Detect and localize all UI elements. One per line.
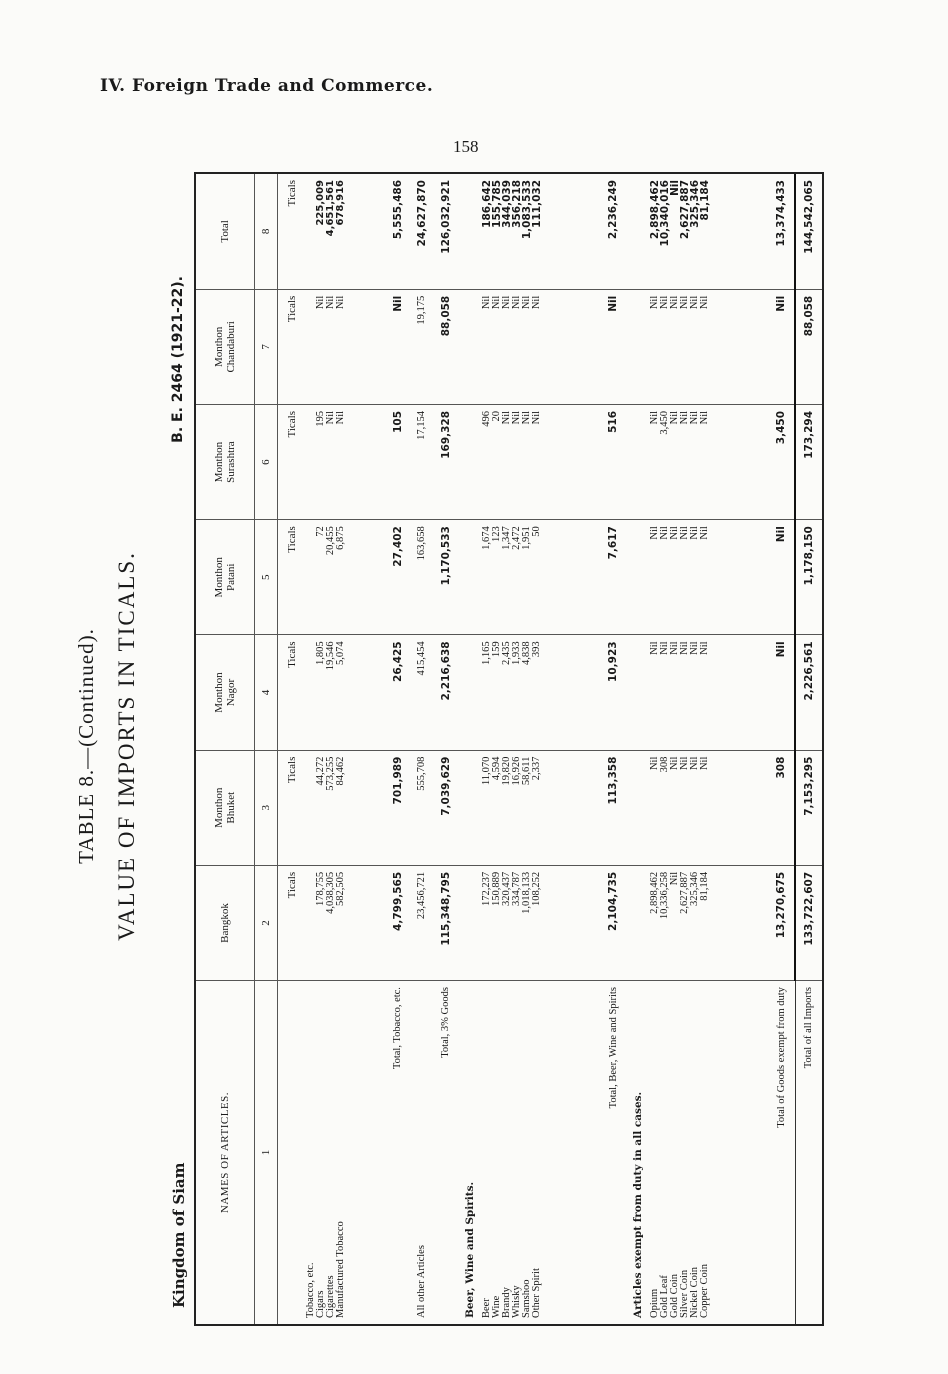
unit-label: Ticals xyxy=(278,520,307,635)
item-name: Gold Coin xyxy=(668,1273,680,1318)
item-name: Gold Leaf xyxy=(658,1275,670,1318)
cell-value: 2,627,887 xyxy=(678,180,691,240)
cell-value: Nil xyxy=(678,526,690,540)
chandaburi-values xyxy=(650,289,768,404)
unit-label: Ticals xyxy=(278,865,307,980)
cell-value: 58,611 xyxy=(521,756,533,786)
cell-value: 325,346 xyxy=(688,871,700,906)
cell-value: Nil xyxy=(678,641,690,655)
nagor-values xyxy=(482,635,600,750)
cell-value: 133,722,607 xyxy=(795,865,822,980)
cell-value: 84,462 xyxy=(335,756,346,786)
nagor-values xyxy=(650,635,768,750)
cell-value: Nil xyxy=(768,289,795,404)
bangkok-values xyxy=(650,865,768,980)
cell-value: 186,642 xyxy=(481,180,494,228)
imports-table-frame xyxy=(194,172,824,1326)
cell-value: 1,165 xyxy=(481,641,493,666)
cell-value: 123 xyxy=(491,526,503,542)
unit-label: Ticals xyxy=(278,404,307,519)
cell-value: Nil xyxy=(511,410,523,425)
cell-value: Nil xyxy=(688,641,700,655)
cell-value: Nil xyxy=(688,526,700,540)
cell-value: 2,435 xyxy=(501,641,513,666)
cell-value: 17,154 xyxy=(411,404,433,519)
cell-value: Nil xyxy=(648,526,660,540)
cell-value: 50 xyxy=(531,526,543,537)
cell-value: 13,374,433 xyxy=(768,174,795,289)
item-name: Cigarettes xyxy=(325,1275,336,1318)
cell-value: 2,898,462 xyxy=(648,871,660,914)
surashtra-values xyxy=(482,404,600,519)
column-header: NAMES OF ARTICLES. xyxy=(196,981,255,1324)
total-row xyxy=(385,174,411,1324)
exempt-names xyxy=(650,981,768,1324)
unit-label: Ticals xyxy=(278,174,307,289)
cell-value: 105 xyxy=(385,404,411,519)
cell-value: Nil xyxy=(501,410,513,425)
cell-value: Nil xyxy=(521,295,533,310)
column-index: 5 xyxy=(255,520,278,635)
cell-value: Nil xyxy=(668,871,680,886)
column-index: 2 xyxy=(255,865,278,980)
cell-value: 19,546 xyxy=(325,641,336,671)
cell-value: 225,009 xyxy=(315,180,326,226)
cell-value: 4,799,565 xyxy=(385,865,411,980)
cell-value: Nil xyxy=(698,410,710,425)
patani-values xyxy=(306,520,385,635)
cell-value: Nil xyxy=(491,295,503,310)
cell-value: Nil xyxy=(678,410,690,425)
cell-value: 334,787 xyxy=(511,871,523,906)
column-index: 8 xyxy=(255,174,278,289)
cell-value: Nil xyxy=(315,295,326,310)
cell-value: 4,651,561 xyxy=(325,180,336,237)
cell-value: 344,039 xyxy=(501,180,514,228)
patani-values xyxy=(650,520,768,635)
cell-value: Nil xyxy=(648,641,660,655)
column-index: 3 xyxy=(255,750,278,865)
header-row xyxy=(196,174,255,1324)
cell-value: 3,450 xyxy=(658,410,670,435)
cell-value: 7,153,295 xyxy=(795,750,822,865)
cell-value: 1,170,533 xyxy=(433,520,459,635)
cell-value: 3,450 xyxy=(768,404,795,519)
cell-value: 20 xyxy=(491,410,503,422)
grand-total-row xyxy=(795,174,822,1324)
bangkok-values xyxy=(306,865,385,980)
cell-value: Nil xyxy=(325,410,336,425)
column-header: Monthon Chandaburi xyxy=(196,289,255,404)
cell-value: 88,058 xyxy=(433,289,459,404)
cell-value: Nil xyxy=(668,641,680,655)
cell-value: 10,340,016 xyxy=(658,180,671,247)
item-name: Other Spirit xyxy=(531,1268,543,1318)
total-label: Total, 3% Goods xyxy=(440,987,452,1058)
cell-value: 24,627,870 xyxy=(411,174,433,289)
rotated-table-sheet xyxy=(74,166,854,1326)
surashtra-values xyxy=(650,404,768,519)
patani-values xyxy=(482,520,600,635)
cell-value: 415,454 xyxy=(411,635,433,750)
cell-value: Nil xyxy=(648,410,660,425)
cell-value: Nil xyxy=(668,410,680,425)
cell-value: 178,755 xyxy=(315,871,326,906)
cell-value: 1,951 xyxy=(521,526,533,550)
imports-table xyxy=(196,174,822,1324)
page-number: 158 xyxy=(453,137,479,156)
cell-value: 10,336,258 xyxy=(658,871,670,920)
cell-value: 150,889 xyxy=(491,871,503,906)
cell-value: 308 xyxy=(768,750,795,865)
cell-value: 144,542,065 xyxy=(795,174,822,289)
item-name: Samshoo xyxy=(521,1279,533,1318)
cell-value: 5,074 xyxy=(335,641,346,666)
column-header: Total xyxy=(196,174,255,289)
cell-value: 115,348,795 xyxy=(433,865,459,980)
cell-value: Nil xyxy=(668,180,681,196)
cell-value: 172,237 xyxy=(481,871,493,906)
section-heading: IV. Foreign Trade and Commerce. xyxy=(100,76,434,96)
cell-value: 356,218 xyxy=(511,180,524,228)
exempt-block xyxy=(650,174,768,1324)
category-heading-row xyxy=(459,174,483,1324)
total-label: Total, Tobacco, etc. xyxy=(392,987,404,1070)
cell-value: 320,437 xyxy=(501,871,513,906)
cell-value: 573,255 xyxy=(325,756,336,791)
total-label: Total, Beer, Wine and Spirits xyxy=(607,987,619,1109)
cell-value: Nil xyxy=(335,295,346,310)
total-values xyxy=(306,174,385,289)
total-row xyxy=(433,174,459,1324)
cell-value: 173,294 xyxy=(795,404,822,519)
cell-value: 113,358 xyxy=(600,750,626,865)
cell-value: 2,226,561 xyxy=(795,635,822,750)
cell-value: 26,425 xyxy=(385,635,411,750)
cell-value: Nil xyxy=(658,641,670,655)
unit-label: Ticals xyxy=(278,289,307,404)
cell-value: 6,875 xyxy=(335,526,346,550)
cell-value: Nil xyxy=(698,526,710,540)
cell-value: 2,216,638 xyxy=(433,635,459,750)
total-label: Total of Goods exempt from duty xyxy=(775,987,787,1128)
total-row xyxy=(600,174,626,1324)
unit-label: Ticals xyxy=(278,750,307,865)
total-values xyxy=(650,174,768,289)
cell-value: Nil xyxy=(325,295,336,310)
cell-value: 7,039,629 xyxy=(433,750,459,865)
column-header: Monthon Surashtra xyxy=(196,404,255,519)
cell-value: 308 xyxy=(658,756,670,773)
item-name: Brandy xyxy=(501,1287,513,1318)
item-name: Copper Coin xyxy=(698,1264,710,1318)
cell-value xyxy=(306,296,316,398)
nagor-values xyxy=(306,635,385,750)
cell-value: 88,058 xyxy=(795,289,822,404)
item-name: Silver Coin xyxy=(678,1269,690,1318)
cell-value: 1,674 xyxy=(481,526,493,550)
cell-value: 4,594 xyxy=(491,756,503,781)
cell-value: 1,018,133 xyxy=(521,871,533,914)
cell-value: 108,252 xyxy=(531,871,543,906)
total-row xyxy=(768,174,795,1324)
column-index-row xyxy=(255,174,278,1324)
cell-value: Nil xyxy=(658,526,670,540)
cell-value: 1,933 xyxy=(511,641,523,666)
cell-value: Nil xyxy=(688,295,700,310)
cell-value: 19,820 xyxy=(501,756,513,786)
item-name: Beer xyxy=(481,1298,493,1318)
bangkok-values xyxy=(482,865,600,980)
table-subtitle: VALUE OF IMPORTS IN TICALS. xyxy=(114,551,139,941)
cell-value: Nil xyxy=(668,295,680,310)
cell-value: Nil xyxy=(385,289,411,404)
cell-value: Nil xyxy=(648,756,660,771)
item-name: All other Articles xyxy=(416,1245,428,1318)
category-heading: Beer, Wine and Spirits. xyxy=(464,1181,477,1318)
cell-value: Nil xyxy=(768,635,795,750)
cell-value: Nil xyxy=(658,295,670,310)
cell-value: 2,104,735 xyxy=(600,865,626,980)
cell-value: 582,505 xyxy=(335,871,346,906)
cell-value: 2,337 xyxy=(531,756,543,781)
cell-value: 678,916 xyxy=(335,180,346,226)
cell-value: Nil xyxy=(688,756,700,771)
cell-value: 27,402 xyxy=(385,520,411,635)
cell-value: 11,070 xyxy=(481,756,493,786)
bhuket-values xyxy=(650,750,768,865)
column-index: 7 xyxy=(255,289,278,404)
cell-value: 1,083,533 xyxy=(521,180,534,240)
cell-value: 195 xyxy=(315,410,326,427)
item-name: Wine xyxy=(491,1295,503,1318)
cell-value: 701,989 xyxy=(385,750,411,865)
cell-value: 2,472 xyxy=(511,526,523,550)
cell-value: 325,346 xyxy=(688,180,701,228)
total-label: Total of all Imports xyxy=(795,981,822,1324)
table-row xyxy=(411,174,433,1324)
cell-value: 163,658 xyxy=(411,520,433,635)
unit-label: Ticals xyxy=(278,635,307,750)
cell-value: 1,805 xyxy=(315,641,326,666)
tobacco-block xyxy=(306,174,385,1324)
cell-value: Nil xyxy=(501,295,513,310)
item-name: Cigars xyxy=(315,1290,326,1318)
table-title: TABLE 8.—(Continued). xyxy=(74,628,98,864)
cell-value: Nil xyxy=(678,756,690,771)
bhuket-values xyxy=(306,750,385,865)
surashtra-values xyxy=(306,404,385,519)
cell-value: 159 xyxy=(491,641,503,658)
cell-value: Nil xyxy=(531,410,543,425)
cell-value: Nil xyxy=(531,295,543,310)
cell-value: Nil xyxy=(481,295,493,310)
chandaburi-values xyxy=(306,289,385,404)
chandaburi-values xyxy=(482,289,600,404)
cell-value: 23,456,721 xyxy=(411,865,433,980)
cell-value: Nil xyxy=(668,526,680,540)
era-note: B. E. 2464 (1921-22). xyxy=(170,276,186,443)
cell-value: Nil xyxy=(698,641,710,655)
cell-value: Nil xyxy=(678,295,690,310)
column-header: Monthon Bhuket xyxy=(196,750,255,865)
cell-value: 20,455 xyxy=(325,526,336,556)
item-name: Nickel Coin xyxy=(688,1266,700,1318)
beer-names xyxy=(482,981,600,1324)
cell-value: Nil xyxy=(698,756,710,771)
cell-value: 10,923 xyxy=(600,635,626,750)
cell-value: 516 xyxy=(600,404,626,519)
item-name: Opium xyxy=(648,1288,660,1318)
item-name: Tobacco, etc. xyxy=(305,1262,316,1318)
item-name: Whisky xyxy=(511,1285,523,1318)
column-index: 1 xyxy=(255,981,278,1324)
cell-value: 5,555,486 xyxy=(385,174,411,289)
unit-row xyxy=(278,174,307,1324)
cell-value: 111,032 xyxy=(531,180,544,228)
item-name: Manufactured Tobacco xyxy=(335,1221,346,1318)
cell-value: Nil xyxy=(668,756,680,771)
cell-value: 19,175 xyxy=(411,289,433,404)
cell-value: 7,617 xyxy=(600,520,626,635)
cell-value: 16,926 xyxy=(511,756,523,786)
cell-value: Nil xyxy=(511,295,523,310)
column-index: 6 xyxy=(255,404,278,519)
cell-value: Nil xyxy=(600,289,626,404)
cell-value: 44,272 xyxy=(315,756,326,786)
cell-value: Nil xyxy=(698,295,710,310)
cell-value: 169,328 xyxy=(433,404,459,519)
cell-value: 2,627,887 xyxy=(678,871,690,914)
cell-value: 1,347 xyxy=(501,526,513,550)
column-index: 4 xyxy=(255,635,278,750)
bhuket-values xyxy=(482,750,600,865)
column-header: Monthon Patani xyxy=(196,520,255,635)
cell-value: 2,898,462 xyxy=(648,180,661,240)
cell-value: 2,236,249 xyxy=(600,174,626,289)
cell-value: 72 xyxy=(315,526,326,537)
total-values xyxy=(482,174,600,289)
cell-value: 81,184 xyxy=(698,871,710,901)
cell-value: Nil xyxy=(521,410,533,425)
cell-value xyxy=(306,526,316,628)
column-header: Bangkok xyxy=(196,865,255,980)
cell-value: 4,838 xyxy=(521,641,533,666)
cell-value: Nil xyxy=(335,410,346,425)
category-heading: Articles exempt from duty in all cases. xyxy=(632,1091,645,1318)
tobacco-names xyxy=(306,981,385,1324)
cell-value: 13,270,675 xyxy=(768,865,795,980)
category-heading-row xyxy=(626,174,650,1324)
cell-value: Nil xyxy=(688,410,700,425)
kingdom-note: Kingdom of Siam xyxy=(170,1162,188,1308)
cell-value: Nil xyxy=(648,295,660,310)
cell-value: 4,038,305 xyxy=(325,871,336,914)
cell-value: 1,178,150 xyxy=(795,520,822,635)
cell-value: 126,032,921 xyxy=(433,174,459,289)
cell-value: 155,785 xyxy=(491,180,504,228)
cell-value: 393 xyxy=(531,641,543,658)
beer-block xyxy=(482,174,600,1324)
cell-value: 496 xyxy=(481,410,493,427)
column-header: Monthon Nagor xyxy=(196,635,255,750)
cell-value: Nil xyxy=(768,520,795,635)
cell-value: 81,184 xyxy=(698,180,711,221)
cell-value: 555,708 xyxy=(411,750,433,865)
